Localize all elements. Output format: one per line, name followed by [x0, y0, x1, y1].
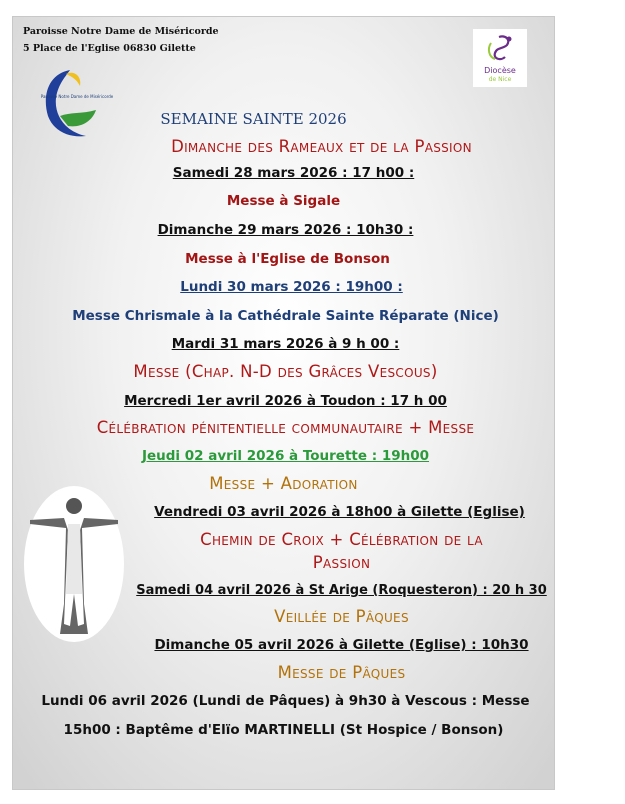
event-line-7b: Passion — [312, 553, 371, 572]
date-line-7: Vendredi 03 avril 2026 à 18h00 à Gilette (Eglise) — [154, 504, 525, 520]
event-line-10: Lundi 06 avril 2026 (Lundi de Pâques) à 9h30 à Vescous : Messe — [41, 693, 530, 709]
event-line-4: Messe (Chap. N-D des Grâces Vescous) — [133, 362, 438, 381]
palm-sunday-heading: Dimanche des Rameaux et de la Passion — [171, 137, 472, 156]
event-line-3: Messe Chrismale à la Cathédrale Sainte Réparate (Nice) — [72, 308, 499, 324]
event-line-7a: Chemin de Croix + Célébration de la — [200, 530, 483, 549]
parish-address: 5 Place de l'Eglise 06830 Gilette — [23, 43, 196, 54]
date-line-1: Samedi 28 mars 2026 : 17 h00 : — [172, 165, 415, 181]
date-line-4: Mardi 31 mars 2026 à 9 h 00 : — [171, 336, 400, 352]
parish-logo — [40, 66, 114, 140]
diocese-logo — [473, 29, 527, 87]
page-title: SEMAINE SAINTE 2026 — [160, 110, 347, 128]
event-line-8: Veillée de Pâques — [274, 607, 409, 626]
event-line-9: Messe de Pâques — [277, 663, 406, 682]
date-line-9: Dimanche 05 avril 2026 à Gilette (Eglise) : 10h30 — [154, 637, 529, 653]
event-line-11: 15h00 : Baptême d'Elïo MARTINELLI (St Hospice / Bonson) — [63, 722, 504, 738]
diocese-logo-text-2: de Nice — [488, 76, 512, 83]
date-line-3: Lundi 30 mars 2026 : 19h00 : — [180, 279, 403, 295]
event-line-6: Messe + Adoration — [209, 474, 358, 493]
event-line-2: Messe à l'Eglise de Bonson — [185, 251, 390, 267]
event-line-5: Célébration pénitentielle communautaire + Messe — [96, 418, 475, 437]
date-line-2: Dimanche 29 mars 2026 : 10h30 : — [157, 222, 414, 238]
diocese-logo-text-1: Diocèse — [484, 66, 516, 75]
parish-logo-caption: Paroisse Notre Dame de Miséricorde — [40, 94, 114, 99]
date-line-6: Jeudi 02 avril 2026 à Tourette : 19h00 — [141, 448, 430, 464]
parish-name: Paroisse Notre Dame de Miséricorde — [23, 26, 219, 37]
date-line-8: Samedi 04 avril 2026 à St Arige (Roquesteron) : 20 h 30 — [136, 583, 547, 598]
date-line-5: Mercredi 1er avril 2026 à Toudon : 17 h 00 — [124, 393, 447, 409]
event-line-1: Messe à Sigale — [226, 193, 341, 209]
